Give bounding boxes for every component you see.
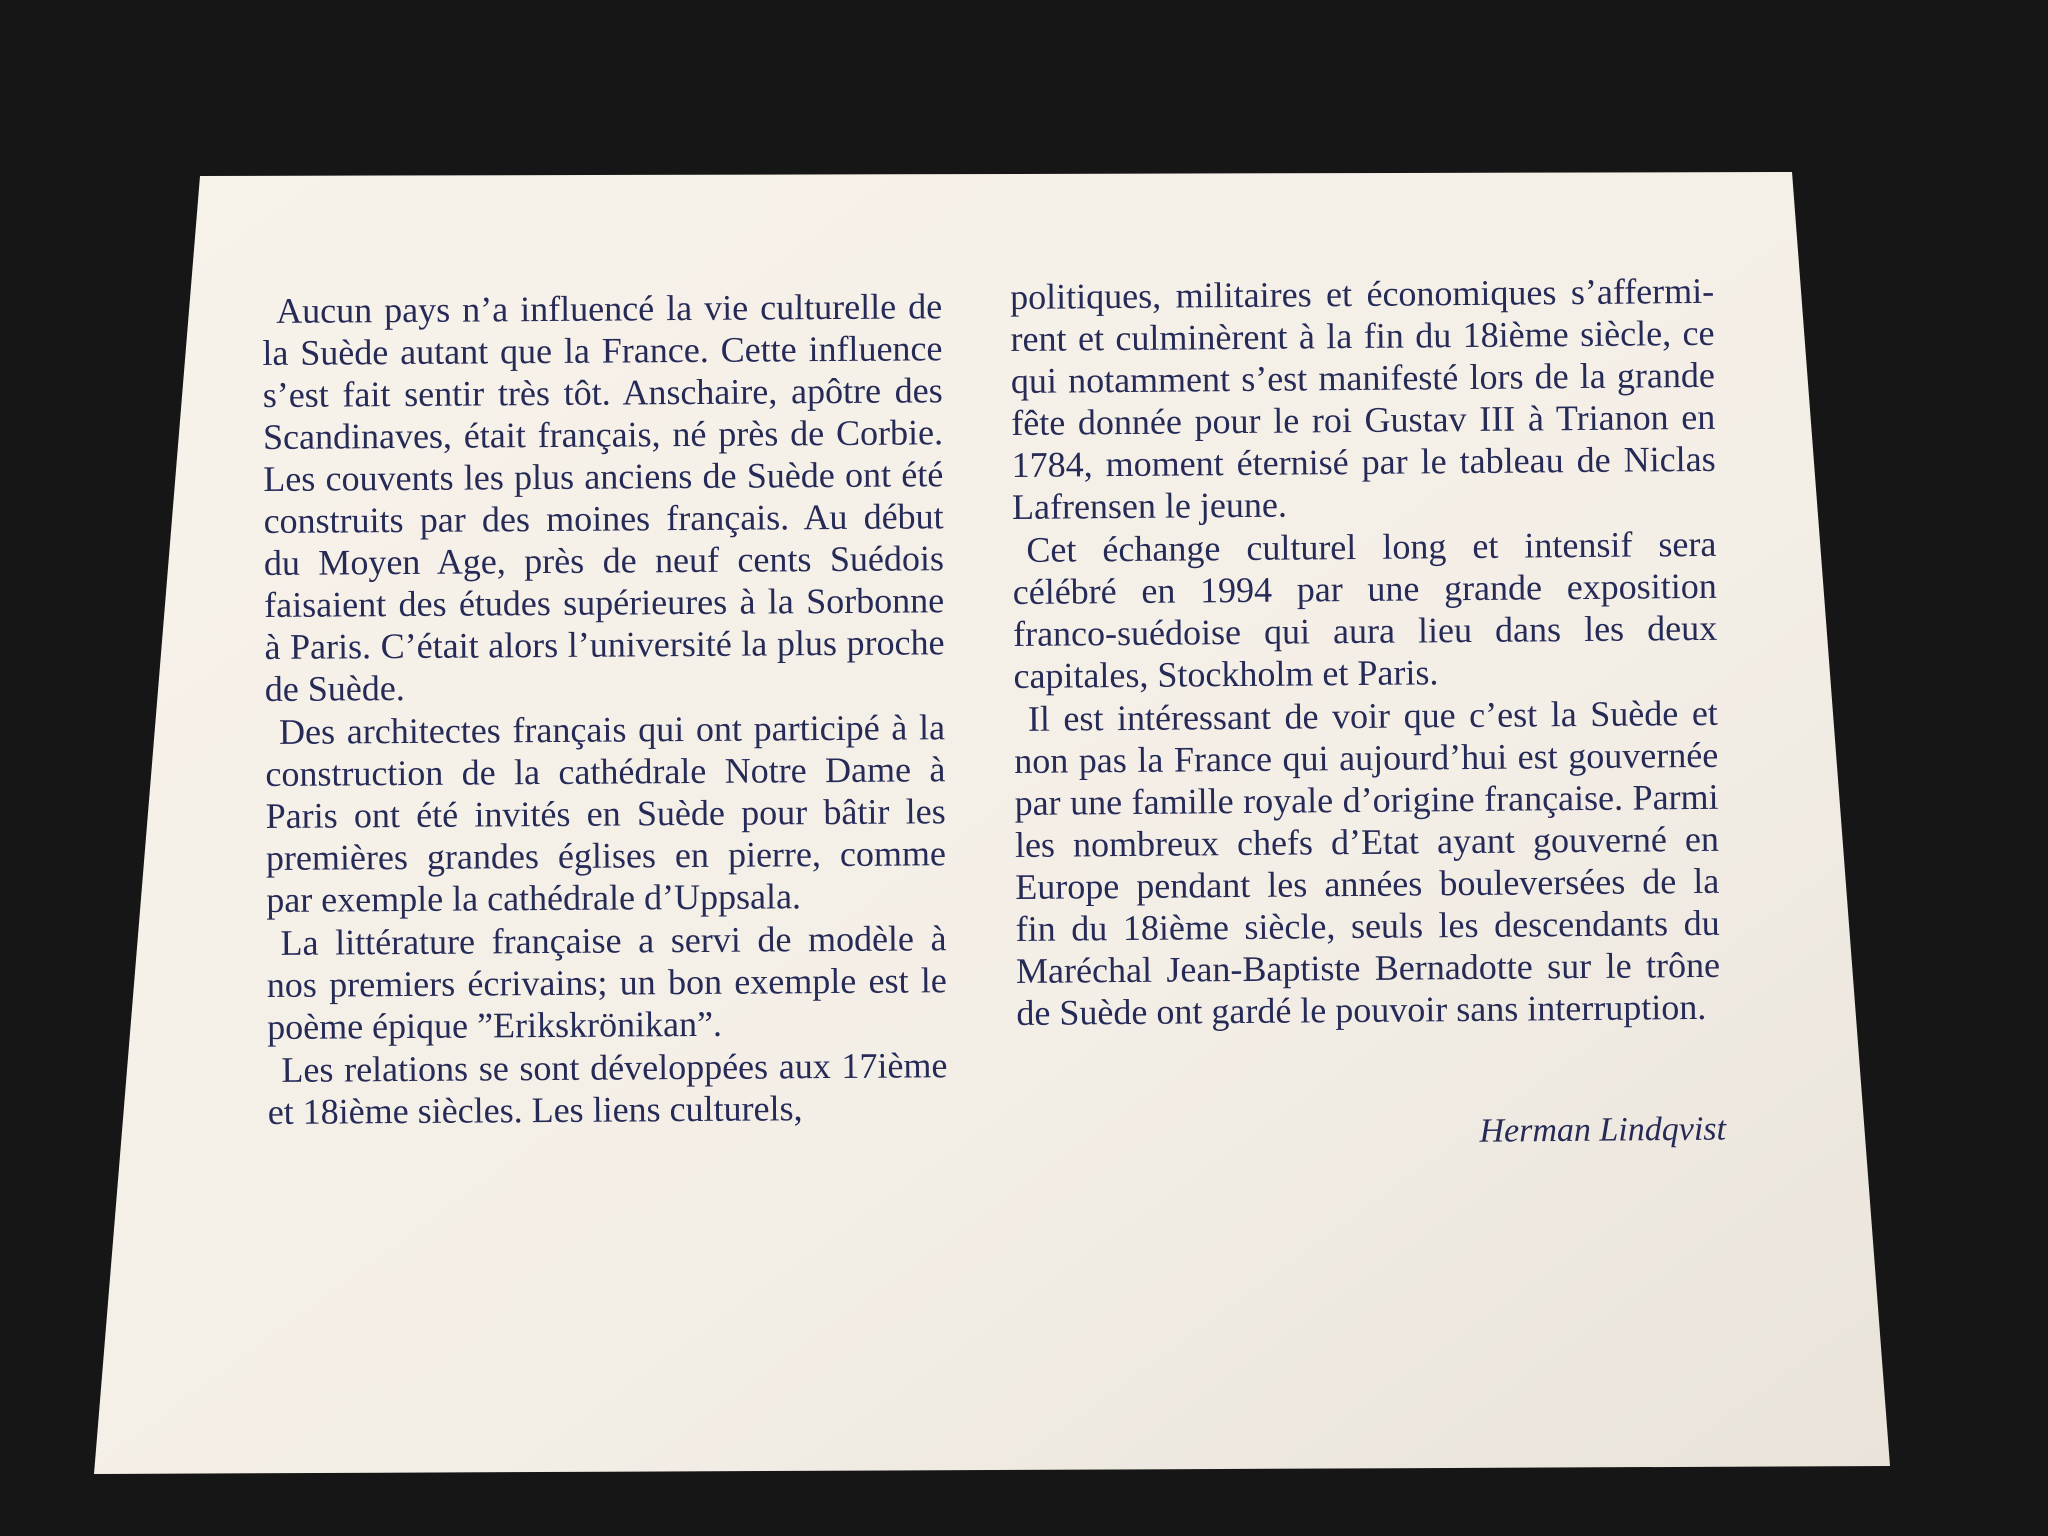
right-column	[1010, 270, 1721, 1035]
left-column	[262, 285, 948, 1134]
paragraph-literature: La littérature française a servi de modèle à nos premiers écrivains; un bon exemple est le poème épique ”Erikskrönikan”.	[266, 918, 947, 1047]
author-signature: Herman Lindqvist	[1479, 1110, 1727, 1150]
paragraph-influence: Aucun pays n’a influencé la vie culturelle de la Suède autant que la France. Cette influence s’est fait sentir très tôt. Anschaire, apôtre des Scandinaves, était français, né près de Corbie. Les couvents les plus anciens de Suède ont été construits par des moines français. Au début du Moyen Age, près de neuf cents Suédois faisaient des études supérieures à la Sorbonne à Paris. C’était alors l’université la plus proche de Suède.	[262, 286, 945, 709]
paragraph-relations: Les relations se sont développées aux 17ième et 18ième siècles. Les liens culturels,	[267, 1045, 948, 1132]
paragraph-relations-continued: politiques, militaires et économiques s’affermi-rent et culminèrent à la fin du 18ième siècle, ce qui notamment s’est manifesté lors de la grande fête donnée pour le roi Gustav III à Trianon en 1784, moment éternisé par le tableau de Niclas Lafrensen le jeune.	[1010, 270, 1716, 527]
paragraph-architects: Des architectes français qui ont participé à la construction de la cathédrale Notre Dame à Paris ont été invités en Suède pour bâtir les premières grandes églises en pierre, comme par exemple la cathédrale d’Uppsala.	[265, 707, 947, 920]
paragraph-exhibition: Cet échange culturel long et intensif sera célébré en 1994 par une grande exposition franco-suédoise qui aura lieu dans les deux capitales, Stockholm et Paris.	[1012, 523, 1718, 696]
paragraph-bernadotte: Il est intéressant de voir que c’est la Suède et non pas la France qui aujourd’hui est gouvernée par une famille royale d’origine française. Parmi les nombreux chefs d’Etat ayant gouverné en Europe pendant les années bouleversées de la fin du 18ième siècle, seuls les descendants du Maréchal Jean-Baptiste Bernadotte sur le trône de Suède ont gardé le pouvoir sans interruption.	[1014, 692, 1721, 1033]
